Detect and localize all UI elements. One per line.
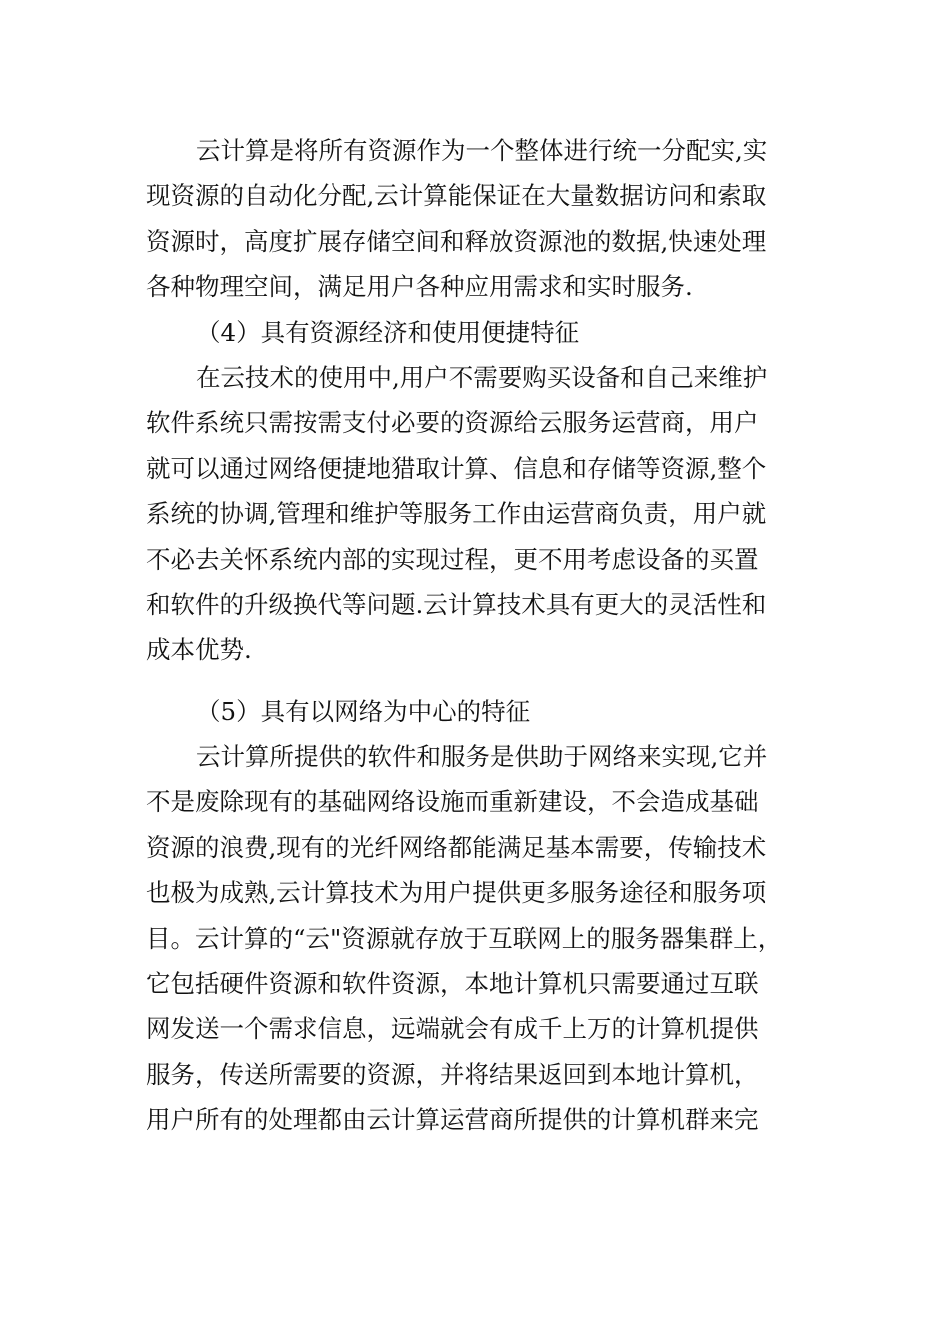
- text-line: 目。云计算的“云"资源就存放于互联网上的服务器集群上，: [146, 923, 783, 953]
- text-line: 云计算是将所有资源作为一个整体进行统一分配实,实: [196, 136, 768, 165]
- text-line: 网发送一个需求信息，远端就会有成千上万的计算机提供: [146, 1014, 759, 1044]
- text-line: 用户所有的处理都由云计算运营商所提供的计算机群来完: [146, 1105, 759, 1135]
- text-line: 资源时，高度扩展存储空间和释放资源池的数据,快速处理: [146, 226, 767, 256]
- paragraph-resource-allocation: [146, 128, 796, 310]
- text-line: 在云技术的使用中,用户不需要购买设备和自己来维护: [196, 362, 768, 392]
- text-line: 不必去关怀系统内部的实现过程，更不用考虑设备的买置: [146, 544, 759, 574]
- text-line: 成本优势.: [146, 635, 252, 665]
- paragraph-spacer: [146, 673, 796, 689]
- section-heading-4: （4）具有资源经济和使用便捷特征: [196, 317, 580, 347]
- text-line: 各种物理空间，满足用户各种应用需求和实时服务.: [146, 272, 693, 302]
- paragraph-network-centric: [146, 734, 796, 1143]
- text-line: 现资源的自动化分配,云计算能保证在大量数据访问和索取: [146, 181, 767, 211]
- text-line: 和软件的升级换代等问题.云计算技术具有更大的灵活性和: [146, 589, 767, 619]
- text-line: 也极为成熟,云计算技术为用户提供更多服务途径和服务项: [146, 878, 767, 908]
- text-line: 资源的浪费,现有的光纤网络都能满足基本需要，传输技术: [146, 832, 767, 862]
- document-body: [146, 128, 796, 1143]
- text-line: 它包括硬件资源和软件资源，本地计算机只需要通过互联: [146, 969, 759, 999]
- text-line: 就可以通过网络便捷地猎取计算、信息和存储等资源,整个: [146, 453, 767, 483]
- text-line: 不是废除现有的基础网络设施而重新建设，不会造成基础: [146, 787, 759, 817]
- section-heading-5: （5）具有以网络为中心的特征: [196, 696, 531, 726]
- paragraph-economy-convenience: [146, 355, 796, 673]
- text-line: 系统的协调,管理和维护等服务工作由运营商负责，用户就: [146, 499, 767, 529]
- text-line: 云计算所提供的软件和服务是供助于网络来实现,它并: [196, 742, 768, 772]
- text-line: 软件系统只需按需支付必要的资源给云服务运营商，用户: [146, 408, 759, 438]
- text-line: 服务，传送所需要的资源，并将结果返回到本地计算机，: [146, 1059, 759, 1089]
